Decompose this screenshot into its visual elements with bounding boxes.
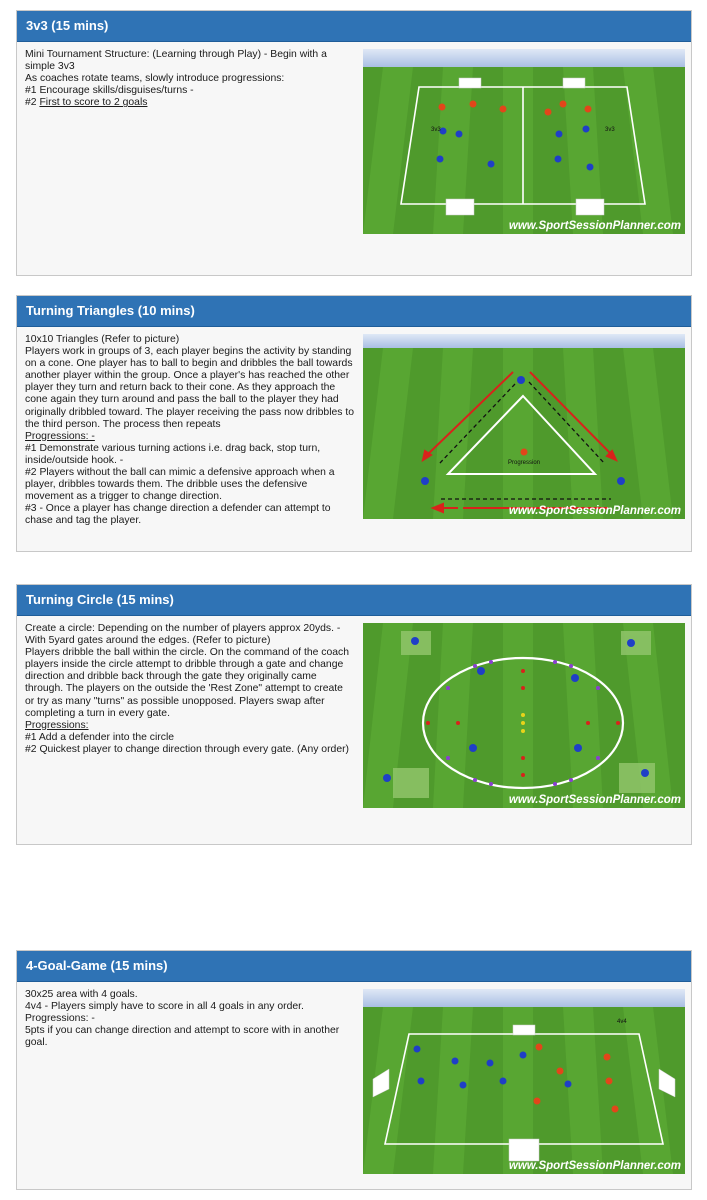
diagram-label: Progression	[508, 460, 541, 466]
session-card-4-goal-game	[16, 950, 692, 1190]
session-description	[25, 334, 355, 528]
description-line: Progressions: -	[25, 430, 95, 442]
description-line: #2 Quickest player to change direction through every gate. (Any order)	[25, 743, 350, 755]
session-title: 3v3 (15 mins)	[17, 11, 691, 42]
pitch-diagram-3v3	[363, 49, 685, 234]
description-line: 4v4 - Players simply have to score in all 4 goals in any order.	[25, 1001, 304, 1013]
description-line: Players dribble the ball within the circle. On the command of the coach players inside the circle attempt to dribble through a gate and change direction and dribble back through the gate they originally came through. The players on the outside the 'Rest Zone" attempt to create or try as many "turns" as possible unopposed. Players swap after completing a turn in every gate.	[25, 647, 350, 719]
session-card-turning-triangles	[16, 295, 692, 552]
watermark: www.SportSessionPlanner.com	[508, 505, 681, 517]
progression-text: First to score to 2 goals	[39, 97, 148, 109]
diagram-label: 3v3	[605, 127, 615, 133]
session-title: Turning Triangles (10 mins)	[17, 296, 691, 327]
pitch-diagram-triangles	[363, 334, 685, 519]
pitch-diagram-4-goal-game	[363, 989, 685, 1174]
description-line: 30x25 area with 4 goals.	[25, 989, 138, 1000]
description-line: Players work in groups of 3, each player begins the activity by standing on a cone. One player has to ball to begin and dribbles the ball towards another player within the group. Once a player's has reached the other player they turn and return back to their cone. As they approach the cone again they turn around and pass the ball to the player they had originally dribbled toward. The player receiving the pass now dribbles to the third person. The process then repeats	[25, 346, 355, 430]
description-line: Progressions:	[25, 719, 89, 731]
watermark: www.SportSessionPlanner.com	[508, 794, 681, 806]
description-line: #1 Demonstrate various turning actions i.e. drag back, stop turn, inside/outside hook. -	[25, 442, 321, 466]
session-description	[25, 49, 355, 109]
description-line: 5pts if you can change direction and attempt to score with in another goal.	[25, 1025, 340, 1049]
session-description	[25, 989, 355, 1049]
progression-number: #2	[25, 97, 40, 109]
session-card-3v3	[16, 10, 692, 276]
description-line: 10x10 Triangles (Refer to picture)	[25, 334, 180, 345]
session-title: Turning Circle (15 mins)	[17, 585, 691, 616]
session-title: 4-Goal-Game (15 mins)	[17, 951, 691, 982]
diagram-label: 3v3	[431, 127, 441, 133]
description-line	[25, 97, 355, 109]
description-line: #1 Add a defender into the circle	[25, 731, 175, 743]
pitch-diagram-circle	[363, 623, 685, 808]
description-line: As coaches rotate teams, slowly introduce progressions:	[25, 73, 285, 85]
watermark: www.SportSessionPlanner.com	[508, 1160, 681, 1172]
description-line: #2 Players without the ball can mimic a defensive approach when a player, dribbles towards them. The dribble uses the defensive movement as a trigger to change direction.	[25, 467, 335, 503]
description-line: Mini Tournament Structure: (Learning through Play) - Begin with a simple 3v3	[25, 49, 327, 73]
session-card-turning-circle	[16, 584, 692, 845]
watermark: www.SportSessionPlanner.com	[508, 220, 681, 232]
description-line: #3 - Once a player has change direction a defender can attempt to chase and tag the player.	[25, 503, 331, 527]
diagram-label: 4v4	[617, 1019, 627, 1025]
description-line: Progressions: -	[25, 1013, 95, 1025]
description-line: Create a circle: Depending on the number of players approx 20yds. - With 5yard gates around the edges. (Refer to picture)	[25, 623, 341, 647]
session-description	[25, 623, 355, 756]
description-line: #1 Encourage skills/disguises/turns -	[25, 85, 194, 97]
